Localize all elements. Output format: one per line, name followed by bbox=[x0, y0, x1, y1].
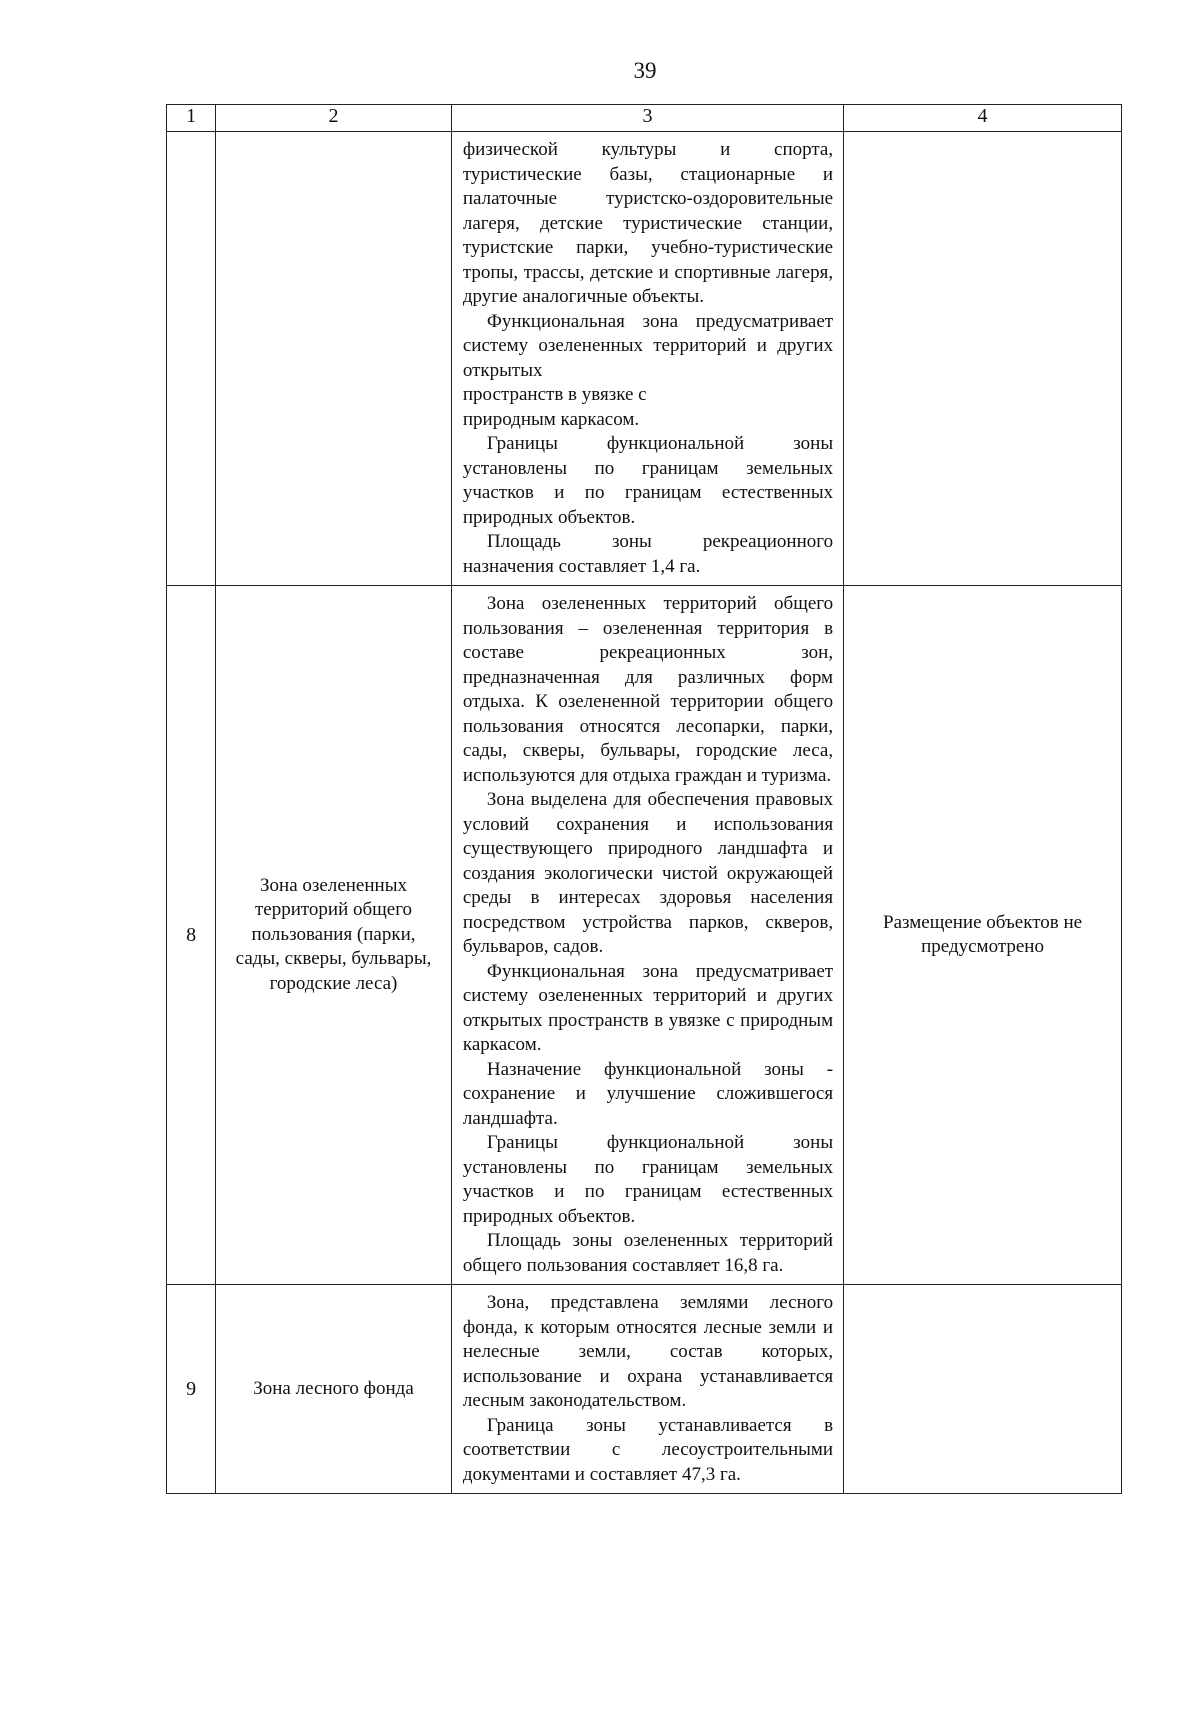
column-header-2: 2 bbox=[216, 105, 452, 132]
table-header-row bbox=[167, 105, 1122, 132]
description-paragraph: Зона, представлена землями лесного фонда, к которым относятся лесные земли и нелесные земли, состав которых, использование и охрана устанавливается лесным законодательством. bbox=[462, 1292, 834, 1411]
description-paragraph: Границы функциональной зоны установлены по границам земельных участков и по границам естественных природных объектов. bbox=[462, 1132, 834, 1227]
permitted-objects bbox=[844, 132, 1122, 586]
zone-name: Зона озелененных территорий общего пользования (парки, сады, скверы, бульвары, городские леса) bbox=[216, 586, 452, 1285]
zone-description bbox=[451, 132, 843, 586]
description-paragraph: Граница зоны устанавливается в соответствии с лесоустроительными документами и составляет 47,3 га. bbox=[462, 1414, 834, 1485]
description-paragraph: пространств в увязке с bbox=[462, 384, 647, 405]
zone-description bbox=[451, 586, 843, 1285]
zone-description bbox=[451, 1285, 843, 1494]
zone-name bbox=[216, 132, 452, 586]
description-paragraph: Зона выделена для обеспечения правовых условий сохранения и использования существующего природного ландшафта и создания экологически чистой окружающей среды в интересах здоровья населения посредством устройства парков, скверов, бульваров, садов. bbox=[462, 789, 834, 957]
description-paragraph: Площадь зоны озелененных территорий общего пользования составляет 16,8 га. bbox=[462, 1230, 834, 1276]
description-paragraph: Функциональная зона предусматривает систему озелененных территорий и других открытых пространств в увязке с природным каркасом. bbox=[462, 960, 834, 1055]
table-row bbox=[167, 132, 1122, 586]
description-paragraph: физической культуры и спорта, туристические базы, стационарные и палаточные туристско-оздоровительные лагеря, детские туристические станции, туристские парки, учебно-туристические тропы, трассы, детские и спортивные лагеря, другие аналогичные объекты. bbox=[462, 139, 834, 307]
description-paragraph: Назначение функциональной зоны - сохранение и улучшение сложившегося ландшафта. bbox=[462, 1058, 834, 1129]
column-header-4: 4 bbox=[844, 105, 1122, 132]
zone-name: Зона лесного фонда bbox=[216, 1285, 452, 1494]
column-header-1: 1 bbox=[167, 105, 216, 132]
table-row bbox=[167, 586, 1122, 1285]
page-number: 39 bbox=[633, 58, 657, 83]
description-paragraph: природным каркасом. bbox=[462, 408, 640, 430]
description-paragraph: Площадь зоны рекреационного назначения составляет 1,4 га. bbox=[462, 531, 834, 577]
description-paragraph: Зона озелененных территорий общего пользования – озелененная территория в составе рекреационных зон, предназначенная для различных форм отдыха. К озелененной территории общего пользования относятся лесопарки, парки, сады, скверы, бульвары, городские леса, используются для отдыха граждан и туризма. bbox=[462, 593, 834, 786]
column-header-3: 3 bbox=[451, 105, 843, 132]
description-paragraph: Функциональная зона предусматривает систему озелененных территорий и других открытых bbox=[462, 310, 834, 381]
row-number: 9 bbox=[167, 1285, 216, 1494]
row-number: 8 bbox=[167, 586, 216, 1285]
permitted-objects: Размещение объектов не предусмотрено bbox=[844, 586, 1122, 1285]
permitted-objects bbox=[844, 1285, 1122, 1494]
description-paragraph: Границы функциональной зоны установлены по границам земельных участков и по границам естественных природных объектов. bbox=[462, 433, 834, 528]
zones-table bbox=[166, 104, 1122, 1494]
row-number bbox=[167, 132, 216, 586]
table-row bbox=[167, 1285, 1122, 1494]
